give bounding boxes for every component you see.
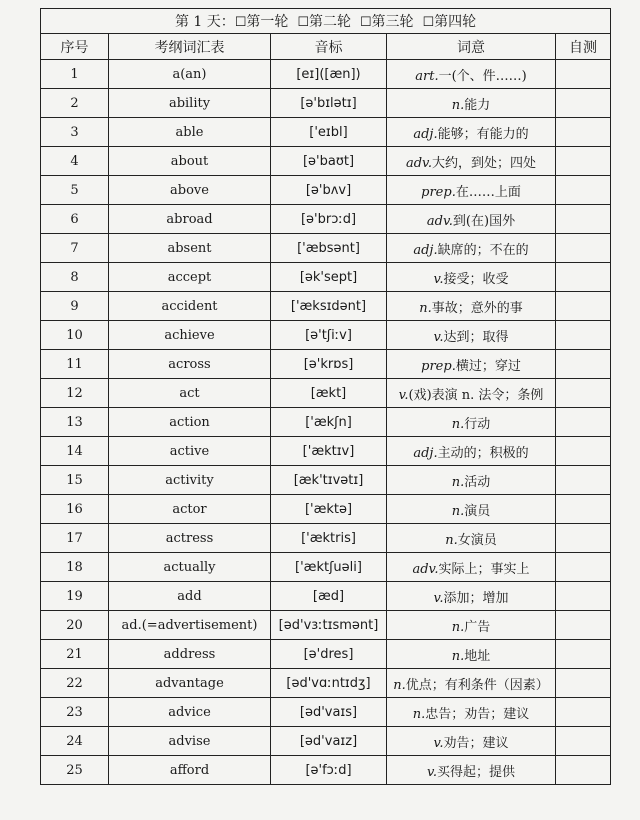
- part-of-speech: v.: [433, 735, 444, 751]
- row-number: 8: [41, 263, 109, 292]
- part-of-speech: prep.: [421, 184, 456, 200]
- row-phonetic: [ə'bʌv]: [271, 176, 387, 205]
- round-1-checkbox[interactable]: ☐: [234, 15, 247, 30]
- self-test-cell[interactable]: [556, 495, 611, 524]
- round-3-label: 第三轮: [371, 14, 414, 30]
- row-meaning: [387, 205, 556, 234]
- row-number: 21: [41, 640, 109, 669]
- row-number: 15: [41, 466, 109, 495]
- self-test-cell[interactable]: [556, 669, 611, 698]
- row-number: 9: [41, 292, 109, 321]
- row-meaning: [387, 176, 556, 205]
- part-of-speech: n.: [451, 416, 465, 432]
- meaning-text: 忠告；劝告；建议: [425, 706, 530, 722]
- self-test-cell[interactable]: [556, 60, 611, 89]
- meaning-text: 添加；增加: [443, 590, 509, 606]
- row-number: 6: [41, 205, 109, 234]
- meaning-text: 在……上面: [455, 184, 521, 200]
- table-row: [41, 408, 611, 437]
- row-word: able: [109, 118, 271, 147]
- row-word: afford: [109, 756, 271, 785]
- self-test-cell[interactable]: [556, 437, 611, 466]
- row-meaning: [387, 118, 556, 147]
- header-phonetic: 音标: [271, 34, 387, 60]
- row-meaning: [387, 698, 556, 727]
- row-phonetic: ['eɪbl]: [271, 118, 387, 147]
- meaning-text: 横过；穿过: [455, 358, 521, 374]
- row-number: 4: [41, 147, 109, 176]
- day-rounds-header: [41, 9, 611, 34]
- row-meaning: [387, 611, 556, 640]
- meaning-text: 主动的；积极的: [437, 445, 529, 461]
- table-row: [41, 727, 611, 756]
- row-phonetic: ['æktris]: [271, 524, 387, 553]
- row-phonetic: [ə'baʊt]: [271, 147, 387, 176]
- table-row: [41, 350, 611, 379]
- row-number: 17: [41, 524, 109, 553]
- row-meaning: [387, 756, 556, 785]
- row-phonetic: [ə'brɔːd]: [271, 205, 387, 234]
- part-of-speech: art.: [415, 68, 439, 84]
- meaning-text: 事故；意外的事: [431, 300, 523, 316]
- self-test-cell[interactable]: [556, 408, 611, 437]
- row-phonetic: [əd'vɑːntɪdʒ]: [271, 669, 387, 698]
- row-word: above: [109, 176, 271, 205]
- table-row: [41, 756, 611, 785]
- header-word: 考纲词汇表: [109, 34, 271, 60]
- row-phonetic: [ə'dres]: [271, 640, 387, 669]
- row-word: add: [109, 582, 271, 611]
- row-phonetic: [æk'tɪvətɪ]: [271, 466, 387, 495]
- self-test-cell[interactable]: [556, 292, 611, 321]
- table-row: [41, 147, 611, 176]
- row-meaning: [387, 379, 556, 408]
- row-number: 19: [41, 582, 109, 611]
- meaning-text: 大约，到处；四处: [432, 155, 537, 171]
- part-of-speech: n.: [419, 300, 432, 316]
- self-test-cell[interactable]: [556, 756, 611, 785]
- table-row: [41, 89, 611, 118]
- row-word: advice: [109, 698, 271, 727]
- part-of-speech: n.: [451, 619, 465, 635]
- row-phonetic: [ə'krɒs]: [271, 350, 387, 379]
- row-word: actress: [109, 524, 271, 553]
- row-number: 10: [41, 321, 109, 350]
- row-word: advantage: [109, 669, 271, 698]
- row-phonetic: ['æksɪdənt]: [271, 292, 387, 321]
- meaning-text: 行动: [464, 416, 491, 432]
- table-row: [41, 466, 611, 495]
- row-phonetic: ['ækʃn]: [271, 408, 387, 437]
- part-of-speech: n.: [451, 648, 465, 664]
- table-row: [41, 379, 611, 408]
- part-of-speech: v.: [427, 764, 437, 780]
- row-word: ability: [109, 89, 271, 118]
- part-of-speech: adj.: [413, 445, 438, 461]
- vocabulary-table: [40, 8, 611, 785]
- row-meaning: [387, 669, 556, 698]
- self-test-cell[interactable]: [556, 205, 611, 234]
- part-of-speech: adj.: [413, 126, 438, 142]
- row-word: address: [109, 640, 271, 669]
- row-phonetic: [ə'fɔːd]: [271, 756, 387, 785]
- row-meaning: [387, 89, 556, 118]
- row-number: 11: [41, 350, 109, 379]
- round-4-label: 第四轮: [434, 14, 477, 30]
- row-number: 16: [41, 495, 109, 524]
- round-3-checkbox[interactable]: ☐: [359, 15, 372, 30]
- round-4-checkbox[interactable]: ☐: [422, 15, 435, 30]
- title-row: [41, 9, 611, 34]
- row-phonetic: [ækt]: [271, 379, 387, 408]
- row-word: achieve: [109, 321, 271, 350]
- table-row: [41, 118, 611, 147]
- meaning-text: 劝告；建议: [443, 735, 509, 751]
- row-number: 20: [41, 611, 109, 640]
- part-of-speech: n.: [451, 97, 465, 113]
- row-phonetic: [ə'tʃiːv]: [271, 321, 387, 350]
- meaning-text: 优点；有利条件（因素）: [405, 677, 549, 693]
- header-number: 序号: [41, 34, 109, 60]
- table-row: [41, 553, 611, 582]
- table-row: [41, 582, 611, 611]
- self-test-cell[interactable]: [556, 234, 611, 263]
- day-label: 第 1 天：: [174, 14, 235, 30]
- self-test-cell[interactable]: [556, 640, 611, 669]
- part-of-speech: n.: [412, 706, 426, 722]
- self-test-cell[interactable]: [556, 582, 611, 611]
- row-number: 2: [41, 89, 109, 118]
- table-row: [41, 495, 611, 524]
- part-of-speech: n.: [393, 677, 406, 693]
- self-test-cell[interactable]: [556, 263, 611, 292]
- self-test-cell[interactable]: [556, 350, 611, 379]
- row-word: accident: [109, 292, 271, 321]
- part-of-speech: adv.: [426, 213, 453, 229]
- self-test-cell[interactable]: [556, 698, 611, 727]
- row-number: 24: [41, 727, 109, 756]
- meaning-text: 能够；有能力的: [437, 126, 529, 142]
- meaning-text: 能力: [464, 97, 491, 113]
- row-meaning: [387, 60, 556, 89]
- self-test-cell[interactable]: [556, 524, 611, 553]
- table-row: [41, 640, 611, 669]
- round-1-label: 第一轮: [246, 14, 289, 30]
- part-of-speech: n.: [451, 474, 465, 490]
- table-row: [41, 524, 611, 553]
- table-row: [41, 321, 611, 350]
- part-of-speech: adv.: [405, 155, 432, 171]
- self-test-cell[interactable]: [556, 147, 611, 176]
- row-word: activity: [109, 466, 271, 495]
- row-phonetic: ['æktʃuəli]: [271, 553, 387, 582]
- row-meaning: [387, 437, 556, 466]
- row-meaning: [387, 495, 556, 524]
- part-of-speech: n.: [445, 532, 458, 548]
- table-row: [41, 698, 611, 727]
- self-test-cell[interactable]: [556, 379, 611, 408]
- row-phonetic: [ək'sept]: [271, 263, 387, 292]
- table-row: [41, 205, 611, 234]
- row-word: action: [109, 408, 271, 437]
- part-of-speech: v.: [433, 590, 444, 606]
- self-test-cell[interactable]: [556, 118, 611, 147]
- meaning-text: 到(在)国外: [452, 213, 516, 229]
- row-phonetic: ['æktə]: [271, 495, 387, 524]
- meaning-text: (戏)表演 n. 法令；条例: [408, 387, 544, 403]
- row-word: abroad: [109, 205, 271, 234]
- row-number: 7: [41, 234, 109, 263]
- meaning-text: 买得起；提供: [436, 764, 515, 780]
- row-word: ad.(=advertisement): [109, 611, 271, 640]
- row-phonetic: [æd]: [271, 582, 387, 611]
- row-phonetic: [əd'vaɪz]: [271, 727, 387, 756]
- round-2-label: 第二轮: [308, 14, 351, 30]
- row-word: advise: [109, 727, 271, 756]
- self-test-cell[interactable]: [556, 553, 611, 582]
- row-word: actor: [109, 495, 271, 524]
- meaning-text: 实际上；事实上: [438, 561, 530, 577]
- row-meaning: [387, 350, 556, 379]
- round-2-checkbox[interactable]: ☐: [297, 15, 309, 30]
- table-row: [41, 234, 611, 263]
- row-number: 13: [41, 408, 109, 437]
- meaning-text: 演员: [464, 503, 491, 519]
- row-meaning: [387, 466, 556, 495]
- meaning-text: 接受；收受: [443, 271, 509, 287]
- meaning-text: 一(个、件……): [438, 68, 527, 84]
- row-meaning: [387, 263, 556, 292]
- part-of-speech: prep.: [421, 358, 456, 374]
- row-number: 23: [41, 698, 109, 727]
- header-self-test: 自测: [556, 34, 611, 60]
- row-word: a(an): [109, 60, 271, 89]
- row-word: act: [109, 379, 271, 408]
- row-word: accept: [109, 263, 271, 292]
- row-number: 25: [41, 756, 109, 785]
- header-meaning: 词意: [387, 34, 556, 60]
- column-header-row: [41, 34, 611, 60]
- row-number: 18: [41, 553, 109, 582]
- row-number: 12: [41, 379, 109, 408]
- row-meaning: [387, 321, 556, 350]
- row-phonetic: [eɪ]([æn]): [271, 60, 387, 89]
- part-of-speech: n.: [451, 503, 465, 519]
- table-row: [41, 437, 611, 466]
- row-word: active: [109, 437, 271, 466]
- row-phonetic: [ə'bɪlətɪ]: [271, 89, 387, 118]
- self-test-cell[interactable]: [556, 611, 611, 640]
- row-word: absent: [109, 234, 271, 263]
- row-word: actually: [109, 553, 271, 582]
- table-row: [41, 176, 611, 205]
- meaning-text: 达到；取得: [443, 329, 509, 345]
- row-number: 3: [41, 118, 109, 147]
- self-test-cell[interactable]: [556, 89, 611, 118]
- meaning-text: 女演员: [457, 532, 497, 548]
- self-test-cell[interactable]: [556, 466, 611, 495]
- row-meaning: [387, 582, 556, 611]
- part-of-speech: v.: [433, 271, 444, 287]
- row-meaning: [387, 147, 556, 176]
- row-word: about: [109, 147, 271, 176]
- table-row: [41, 669, 611, 698]
- part-of-speech: adv.: [412, 561, 439, 577]
- row-number: 5: [41, 176, 109, 205]
- row-number: 14: [41, 437, 109, 466]
- meaning-text: 缺席的；不在的: [437, 242, 529, 258]
- row-meaning: [387, 553, 556, 582]
- row-number: 1: [41, 60, 109, 89]
- table-row: [41, 611, 611, 640]
- self-test-cell[interactable]: [556, 727, 611, 756]
- self-test-cell[interactable]: [556, 176, 611, 205]
- row-meaning: [387, 292, 556, 321]
- self-test-cell[interactable]: [556, 321, 611, 350]
- meaning-text: 地址: [464, 648, 491, 664]
- part-of-speech: v.: [433, 329, 444, 345]
- vocabulary-sheet: [40, 8, 610, 800]
- row-meaning: [387, 408, 556, 437]
- part-of-speech: adj.: [413, 242, 438, 258]
- row-phonetic: ['æktɪv]: [271, 437, 387, 466]
- table-row: [41, 60, 611, 89]
- table-row: [41, 292, 611, 321]
- row-meaning: [387, 640, 556, 669]
- row-number: 22: [41, 669, 109, 698]
- row-word: across: [109, 350, 271, 379]
- part-of-speech: v.: [398, 387, 409, 403]
- meaning-text: 广告: [464, 619, 491, 635]
- row-phonetic: [əd'vaɪs]: [271, 698, 387, 727]
- meaning-text: 活动: [464, 474, 491, 490]
- row-meaning: [387, 524, 556, 553]
- row-meaning: [387, 234, 556, 263]
- row-meaning: [387, 727, 556, 756]
- row-phonetic: [əd'vɜːtɪsmənt]: [271, 611, 387, 640]
- row-phonetic: ['æbsənt]: [271, 234, 387, 263]
- table-row: [41, 263, 611, 292]
